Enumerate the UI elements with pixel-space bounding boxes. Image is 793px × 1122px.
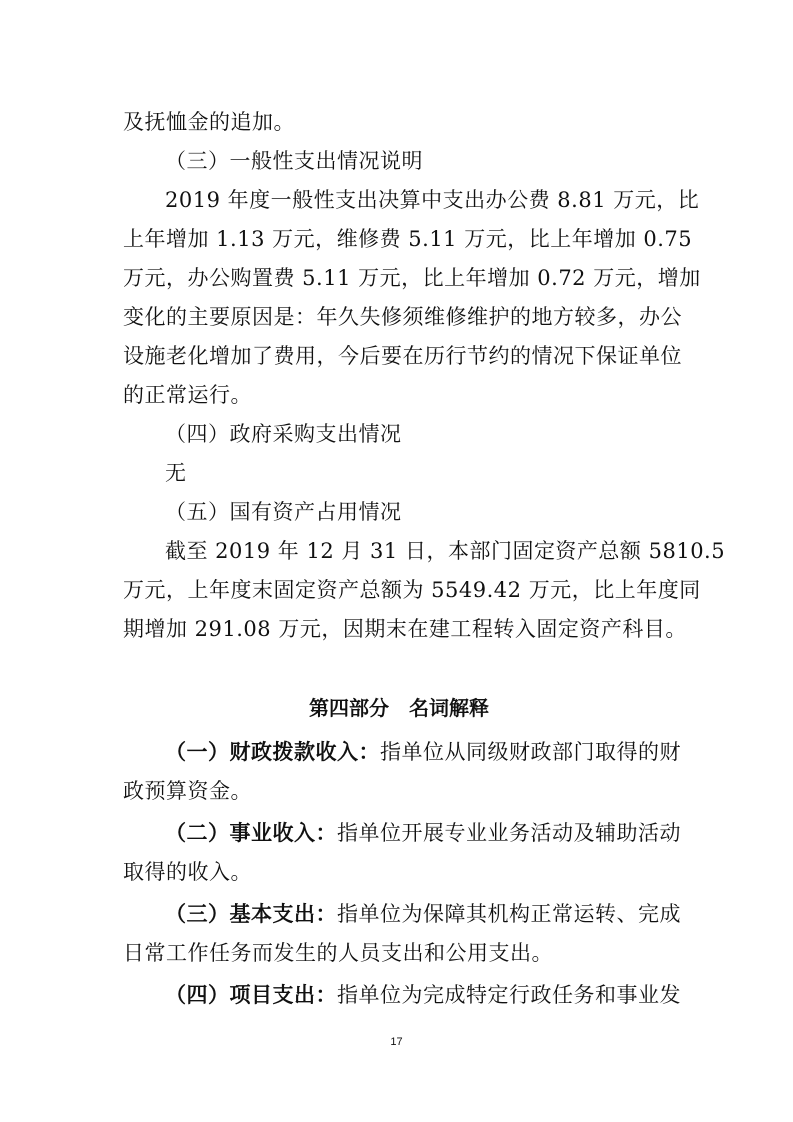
paragraph-line: 无 [165, 461, 187, 485]
term-definition [165, 819, 681, 847]
subsection-heading: （四）政府采购支出情况 [165, 422, 402, 446]
paragraph-line: 变化的主要原因是：年久失修须维修维护的地方较多，办公 [123, 305, 682, 329]
term-definition [165, 900, 681, 928]
term-definition [165, 738, 681, 766]
term-label: （四）项目支出： [165, 983, 337, 1007]
term-text: 指单位开展专业业务活动及辅助活动 [337, 821, 681, 845]
paragraph-line: 的正常运行。 [123, 383, 252, 407]
term-definition [165, 981, 681, 1009]
subsection-heading: （三）一般性支出情况说明 [165, 149, 423, 173]
section-heading: 第四部分 名词解释 [309, 696, 489, 720]
term-definition-cont: 取得的收入。 [123, 860, 252, 884]
term-label: （二）事业收入： [165, 821, 337, 845]
paragraph-line: 截至 2019 年 12 月 31 日，本部门固定资产总额 5810.5 [165, 539, 726, 563]
paragraph-line: 2019 年度一般性支出决算中支出办公费 8.81 万元，比 [165, 188, 700, 212]
term-text: 指单位为完成特定行政任务和事业发 [337, 983, 681, 1007]
subsection-heading: （五）国有资产占用情况 [165, 500, 402, 524]
paragraph-line: 及抚恤金的追加。 [123, 110, 295, 134]
term-label: （一）财政拨款收入： [165, 740, 380, 764]
term-label: （三）基本支出： [165, 902, 337, 926]
term-text: 指单位从同级财政部门取得的财 [380, 740, 681, 764]
paragraph-line: 上年增加 1.13 万元，维修费 5.11 万元，比上年增加 0.75 [123, 227, 693, 251]
paragraph-line: 万元，上年度末固定资产总额为 5549.42 万元，比上年度同 [123, 578, 701, 602]
page-number: 17 [390, 1036, 403, 1048]
paragraph-line: 设施老化增加了费用，今后要在历行节约的情况下保证单位 [123, 344, 682, 368]
paragraph-line: 万元，办公购置费 5.11 万元，比上年增加 0.72 万元，增加 [123, 266, 701, 290]
term-definition-cont: 政预算资金。 [123, 779, 252, 803]
term-definition-cont: 日常工作任务而发生的人员支出和公用支出。 [123, 941, 553, 965]
paragraph-line: 期增加 291.08 万元，因期末在建工程转入固定资产科目。 [123, 617, 687, 641]
term-text: 指单位为保障其机构正常运转、完成 [337, 902, 681, 926]
